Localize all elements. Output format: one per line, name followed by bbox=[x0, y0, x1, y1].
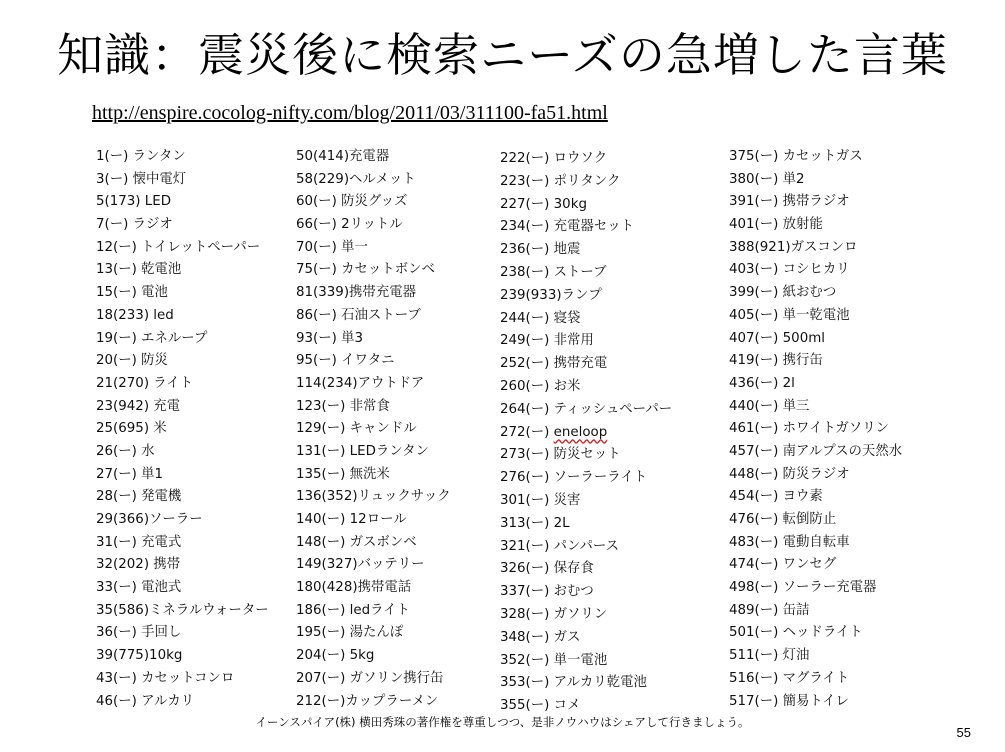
keyword-item: 43(ー) カセットコンロ bbox=[96, 670, 235, 686]
keyword-item: 238(ー) ストーブ bbox=[500, 264, 607, 280]
keyword-item: 186(ー) ledライト bbox=[296, 602, 410, 618]
keyword-item: 32(202) 携帯 bbox=[96, 557, 181, 573]
keyword-item: 476(ー) 転倒防止 bbox=[729, 512, 837, 527]
keyword-item: 207(ー) ガソリン携行缶 bbox=[296, 670, 444, 686]
keyword-item: 3(ー) 懐中電灯 bbox=[96, 171, 187, 187]
keyword-item: 135(ー) 無洗米 bbox=[296, 466, 390, 482]
keyword-item: 457(ー) 南アルプスの天然水 bbox=[729, 443, 903, 459]
keyword-item: 136(352)リュックサック bbox=[296, 489, 451, 505]
keyword-item: 75(ー) カセットボンベ bbox=[296, 262, 435, 278]
keyword-item: 321(ー) パンパース bbox=[500, 538, 619, 554]
keyword-item: 474(ー) ワンセグ bbox=[729, 557, 837, 573]
keyword-item: 375(ー) カセットガス bbox=[729, 149, 863, 164]
keyword-item: 66(ー) 2リットル bbox=[296, 217, 403, 233]
keyword-item: 337(ー) おむつ bbox=[500, 584, 594, 600]
keyword-item: 13(ー) 乾電池 bbox=[96, 262, 182, 278]
keyword-column-3 bbox=[500, 148, 672, 718]
keyword-item: 276(ー) ソーラーライト bbox=[500, 470, 647, 486]
keyword-item: 39(775)10kg bbox=[96, 648, 183, 664]
keyword-item: 204(ー) 5kg bbox=[296, 648, 375, 664]
keyword-item: 399(ー) 紙おむつ bbox=[729, 285, 837, 301]
keyword-item: 60(ー) 防災グッズ bbox=[296, 194, 408, 210]
keyword-item: 517(ー) 簡易トイレ bbox=[729, 693, 849, 709]
keyword-item: 419(ー) 携行缶 bbox=[729, 353, 823, 369]
slide-title: 知識：震災後に検索ニーズの急増した言葉 bbox=[57, 28, 948, 82]
keyword-item: 7(ー) ラジオ bbox=[96, 217, 173, 233]
keyword-item: 511(ー) 灯油 bbox=[729, 648, 810, 664]
keyword-item: 27(ー) 単1 bbox=[96, 466, 164, 482]
keyword-item: 93(ー) 単3 bbox=[296, 330, 364, 346]
keyword-item: 35(586)ミネラルウォーター bbox=[96, 602, 269, 618]
keyword-item: 249(ー) 非常用 bbox=[500, 333, 594, 349]
keyword-item: 355(ー) コメ bbox=[500, 698, 581, 714]
keyword-item: 19(ー) エネループ bbox=[96, 330, 208, 346]
keyword-item: 454(ー) ヨウ素 bbox=[729, 489, 823, 505]
keyword-item: 86(ー) 石油ストーブ bbox=[296, 307, 421, 323]
keyword-item: 380(ー) 単2 bbox=[729, 171, 805, 187]
keyword-item: 498(ー) ソーラー充電器 bbox=[729, 580, 877, 596]
keyword-item: 114(234)アウトドア bbox=[296, 375, 425, 391]
keyword-item: 21(270) ライト bbox=[96, 375, 194, 391]
keyword-item: 272(ー) eneloop bbox=[500, 424, 608, 440]
keyword-item: 29(366)ソーラー bbox=[96, 512, 203, 527]
copyright-footer: イーンスパイア(株) 横田秀珠の著作権を尊重しつつ、是非ノウハウはシェアして行きましょう。 bbox=[255, 715, 750, 729]
keyword-item: 391(ー) 携帯ラジオ bbox=[729, 194, 850, 210]
keyword-item: 180(428)携帯電話 bbox=[296, 580, 412, 596]
keyword-item: 313(ー) 2L bbox=[500, 515, 570, 531]
keyword-item: 1(ー) ランタン bbox=[96, 149, 186, 164]
keyword-item: 326(ー) 保存食 bbox=[500, 561, 594, 577]
keyword-item: 15(ー) 電池 bbox=[96, 285, 168, 301]
keyword-item: 353(ー) アルカリ乾電池 bbox=[500, 675, 647, 691]
keyword-item: 388(921)ガスコンロ bbox=[729, 239, 858, 255]
keyword-item: 129(ー) キャンドル bbox=[296, 421, 417, 437]
keyword-item: 28(ー) 発電機 bbox=[96, 489, 182, 505]
keyword-item: 20(ー) 防災 bbox=[96, 353, 168, 369]
keyword-item: 501(ー) ヘッドライト bbox=[729, 625, 863, 641]
page-number: 55 bbox=[956, 725, 971, 740]
keyword-item: 70(ー) 単一 bbox=[296, 239, 368, 255]
keyword-item: 260(ー) お米 bbox=[500, 378, 581, 394]
keyword-item: 26(ー) 水 bbox=[96, 443, 155, 459]
keyword-item: 12(ー) トイレットペーパー bbox=[96, 239, 261, 255]
keyword-item: 195(ー) 湯たんぽ bbox=[296, 625, 404, 641]
keyword-item: 31(ー) 充電式 bbox=[96, 534, 182, 550]
keyword-item: 23(942) 充電 bbox=[96, 398, 181, 414]
keyword-item: 461(ー) ホワイトガソリン bbox=[729, 421, 889, 437]
keyword-item: 222(ー) ロウソク bbox=[500, 151, 608, 166]
keyword-item: 212(ー)カップラーメン bbox=[296, 693, 439, 709]
keyword-item: 36(ー) 手回し bbox=[96, 625, 182, 641]
source-link[interactable]: http://enspire.cocolog-nifty.com/blog/2011/03/311100-fa51.html bbox=[92, 102, 608, 124]
keyword-item: 5(173) LED bbox=[96, 194, 172, 210]
keyword-item: 440(ー) 単三 bbox=[729, 398, 810, 414]
keyword-item: 18(233) led bbox=[96, 307, 174, 323]
keyword-item: 50(414)充電器 bbox=[296, 149, 390, 164]
keyword-item: 239(933)ランプ bbox=[500, 287, 602, 303]
keyword-item: 448(ー) 防災ラジオ bbox=[729, 466, 850, 482]
keyword-item: 489(ー) 缶詰 bbox=[729, 602, 810, 618]
keyword-item: 123(ー) 非常食 bbox=[296, 398, 390, 414]
keyword-item: 25(695) 米 bbox=[96, 421, 167, 437]
keyword-item: 328(ー) ガソリン bbox=[500, 606, 608, 622]
keyword-item: 223(ー) ポリタンク bbox=[500, 173, 621, 189]
keyword-item: 140(ー) 12ロール bbox=[296, 512, 407, 527]
keyword-item: 227(ー) 30kg bbox=[500, 196, 587, 212]
keyword-column-1 bbox=[96, 146, 269, 713]
keyword-column-2 bbox=[296, 146, 451, 713]
keyword-item: 33(ー) 電池式 bbox=[96, 580, 182, 596]
keyword-item: 244(ー) 寝袋 bbox=[500, 310, 581, 326]
keyword-column-4 bbox=[729, 146, 902, 713]
keyword-item: 352(ー) 単一電池 bbox=[500, 652, 608, 668]
keyword-item: 95(ー) イワタニ bbox=[296, 353, 395, 369]
keyword-item: 234(ー) 充電器セット bbox=[500, 219, 634, 235]
keyword-item: 436(ー) 2l bbox=[729, 375, 795, 391]
misspelled-word: eneloop bbox=[553, 424, 608, 440]
keyword-item: 407(ー) 500ml bbox=[729, 330, 825, 346]
keyword-item: 516(ー) マグライト bbox=[729, 670, 850, 686]
keyword-item: 301(ー) 災害 bbox=[500, 492, 581, 508]
keyword-item: 405(ー) 単一乾電池 bbox=[729, 307, 850, 323]
keyword-item: 403(ー) コシヒカリ bbox=[729, 262, 850, 278]
keyword-item: 252(ー) 携帯充電 bbox=[500, 356, 608, 372]
keyword-item: 81(339)携帯充電器 bbox=[296, 285, 416, 301]
keyword-item: 273(ー) 防災セット bbox=[500, 447, 621, 463]
keyword-item: 46(ー) アルカリ bbox=[96, 693, 195, 709]
keyword-item: 58(229)ヘルメット bbox=[296, 171, 416, 187]
keyword-item: 236(ー) 地震 bbox=[500, 242, 581, 258]
keyword-item: 264(ー) ティッシュペーパー bbox=[500, 401, 673, 417]
keyword-item: 131(ー) LEDランタン bbox=[296, 443, 429, 459]
keyword-item: 401(ー) 放射能 bbox=[729, 217, 823, 233]
keyword-item: 149(327)バッテリー bbox=[296, 557, 425, 573]
keyword-item: 148(ー) ガスボンベ bbox=[296, 534, 417, 550]
keyword-item: 483(ー) 電動自転車 bbox=[729, 534, 850, 550]
keyword-item: 348(ー) ガス bbox=[500, 629, 581, 645]
